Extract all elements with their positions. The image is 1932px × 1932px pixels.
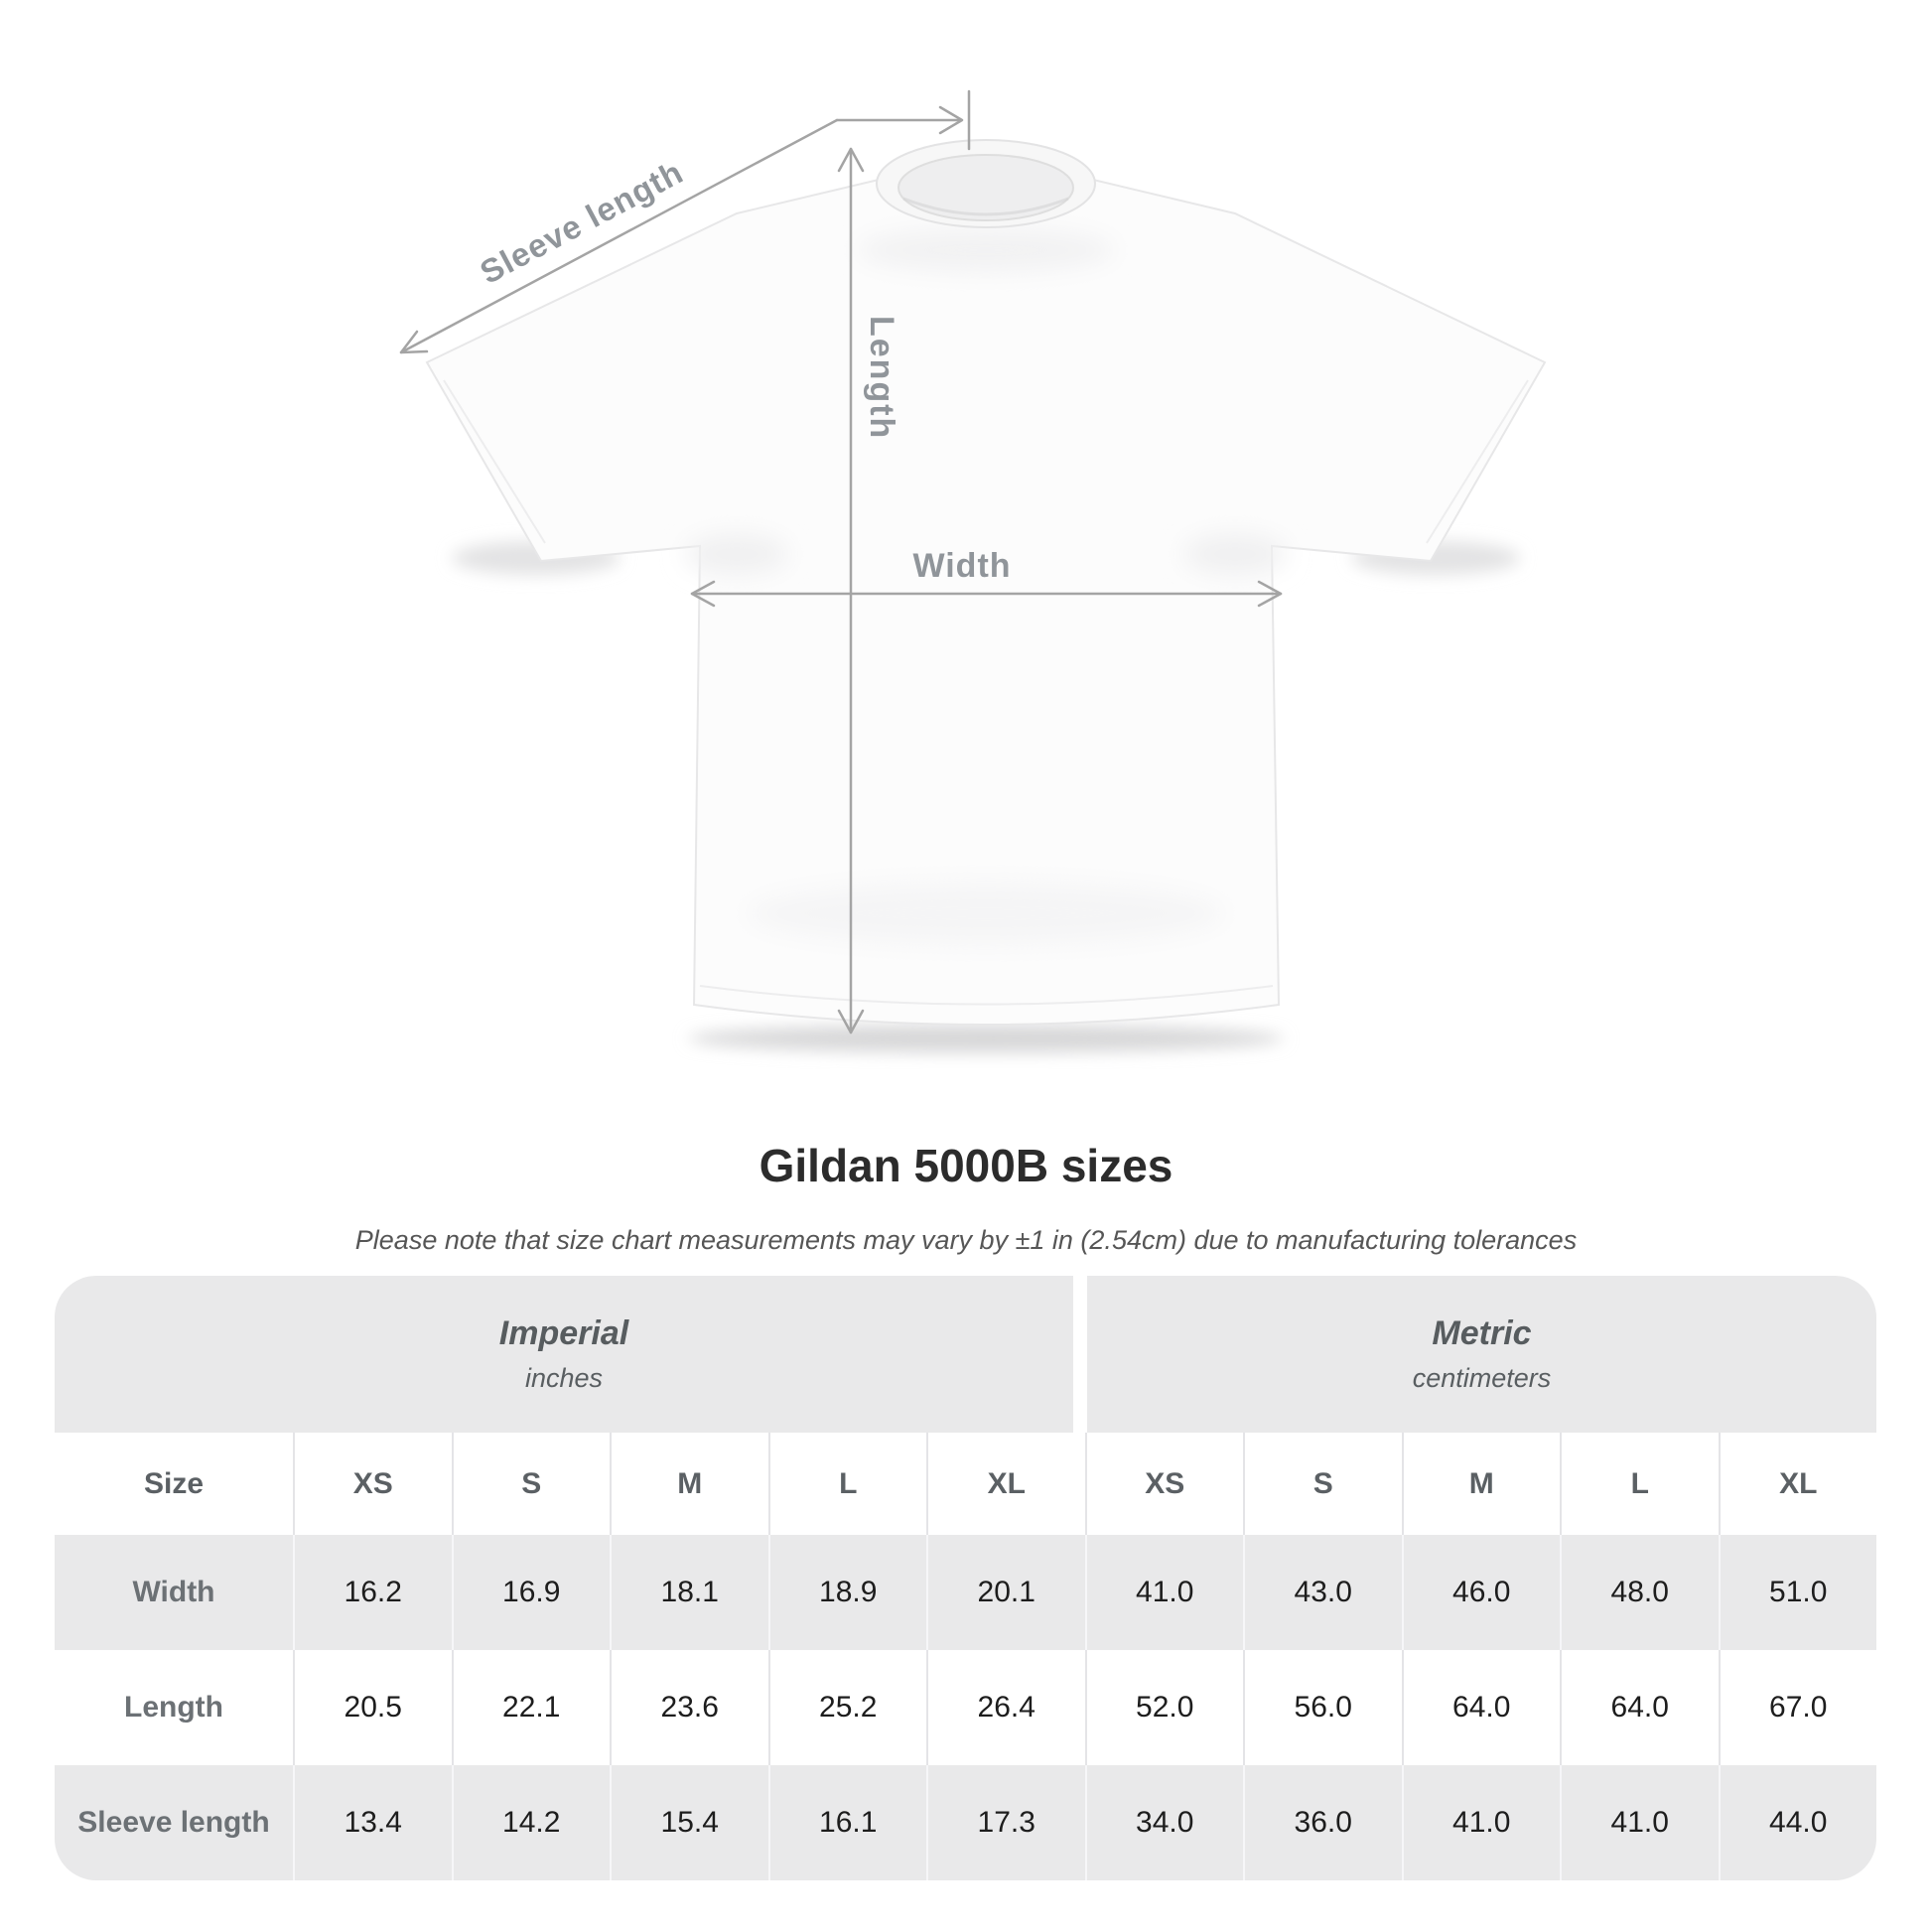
imperial-size-header-l: L	[768, 1433, 927, 1535]
length-metric-m: 64.0	[1402, 1650, 1561, 1765]
length-label: Length	[863, 316, 900, 441]
length-metric-s: 56.0	[1243, 1650, 1402, 1765]
sleeve-imperial-xl: 17.3	[926, 1765, 1085, 1880]
width-metric-m: 46.0	[1402, 1535, 1561, 1650]
metric-size-header-s: S	[1243, 1433, 1402, 1535]
length-imperial-s: 22.1	[452, 1650, 611, 1765]
hem-shadow	[688, 1025, 1284, 1052]
width-imperial-s: 16.9	[452, 1535, 611, 1650]
length-imperial-xs: 20.5	[293, 1650, 452, 1765]
metric-size-header-xs: XS	[1085, 1433, 1244, 1535]
body-wrinkle-shading	[748, 882, 1224, 945]
imperial-group-header	[55, 1276, 1073, 1433]
size-chart-table	[55, 1276, 1876, 1880]
table-row-length	[55, 1650, 1876, 1765]
row-label-length: Length	[124, 1691, 223, 1724]
metric-size-header-xl: XL	[1719, 1433, 1877, 1535]
imperial-size-header-xl: XL	[926, 1433, 1085, 1535]
imperial-group-title: Imperial	[498, 1314, 629, 1352]
width-metric-l: 48.0	[1560, 1535, 1719, 1650]
imperial-size-header-s: S	[452, 1433, 611, 1535]
metric-group-header	[1087, 1276, 1876, 1433]
row-label-width: Width	[132, 1576, 215, 1608]
unit-group-header-row	[55, 1276, 1876, 1433]
sleeve-metric-l: 41.0	[1560, 1765, 1719, 1880]
table-row-width	[55, 1535, 1876, 1650]
length-imperial-xl: 26.4	[926, 1650, 1085, 1765]
sleeve-metric-xs: 34.0	[1085, 1765, 1244, 1880]
width-imperial-xl: 20.1	[926, 1535, 1085, 1650]
length-metric-xs: 52.0	[1085, 1650, 1244, 1765]
length-imperial-m: 23.6	[610, 1650, 768, 1765]
width-metric-xl: 51.0	[1719, 1535, 1877, 1650]
sleeve-metric-m: 41.0	[1402, 1765, 1561, 1880]
width-label: Width	[912, 547, 1012, 585]
metric-size-header-l: L	[1560, 1433, 1719, 1535]
length-imperial-l: 25.2	[768, 1650, 927, 1765]
sleeve-imperial-s: 14.2	[452, 1765, 611, 1880]
right-underarm-shading	[1183, 534, 1287, 574]
metric-group-unit: centimeters	[1412, 1363, 1552, 1393]
width-metric-xs: 41.0	[1085, 1535, 1244, 1650]
group-header-gap	[1073, 1276, 1087, 1433]
collar-shading	[857, 228, 1115, 272]
imperial-size-header-m: M	[610, 1433, 768, 1535]
length-metric-xl: 67.0	[1719, 1650, 1877, 1765]
length-metric-l: 64.0	[1560, 1650, 1719, 1765]
metric-size-header-m: M	[1402, 1433, 1561, 1535]
size-header-row	[55, 1433, 1876, 1535]
width-metric-s: 43.0	[1243, 1535, 1402, 1650]
metric-group-title: Metric	[1432, 1314, 1532, 1352]
sleeve-imperial-xs: 13.4	[293, 1765, 452, 1880]
collar-inner	[898, 155, 1073, 220]
sleeve-length-label: Sleeve length	[474, 153, 690, 291]
page-title: Gildan 5000B sizes	[759, 1140, 1173, 1191]
tolerance-note: Please note that size chart measurements may vary by ±1 in (2.54cm) due to manufacturing tolerances	[354, 1225, 1578, 1255]
width-imperial-l: 18.9	[768, 1535, 927, 1650]
width-imperial-m: 18.1	[610, 1535, 768, 1650]
table-row-sleeve-length	[55, 1765, 1876, 1880]
row-label-sleeve-length: Sleeve length	[77, 1806, 270, 1839]
sleeve-metric-xl: 44.0	[1719, 1765, 1877, 1880]
imperial-size-header-xs: XS	[293, 1433, 452, 1535]
width-imperial-xs: 16.2	[293, 1535, 452, 1650]
imperial-group-unit: inches	[524, 1363, 604, 1393]
size-column-header: Size	[143, 1466, 205, 1500]
sleeve-metric-s: 36.0	[1243, 1765, 1402, 1880]
sleeve-imperial-m: 15.4	[610, 1765, 768, 1880]
left-underarm-shading	[685, 534, 788, 574]
sleeve-imperial-l: 16.1	[768, 1765, 927, 1880]
